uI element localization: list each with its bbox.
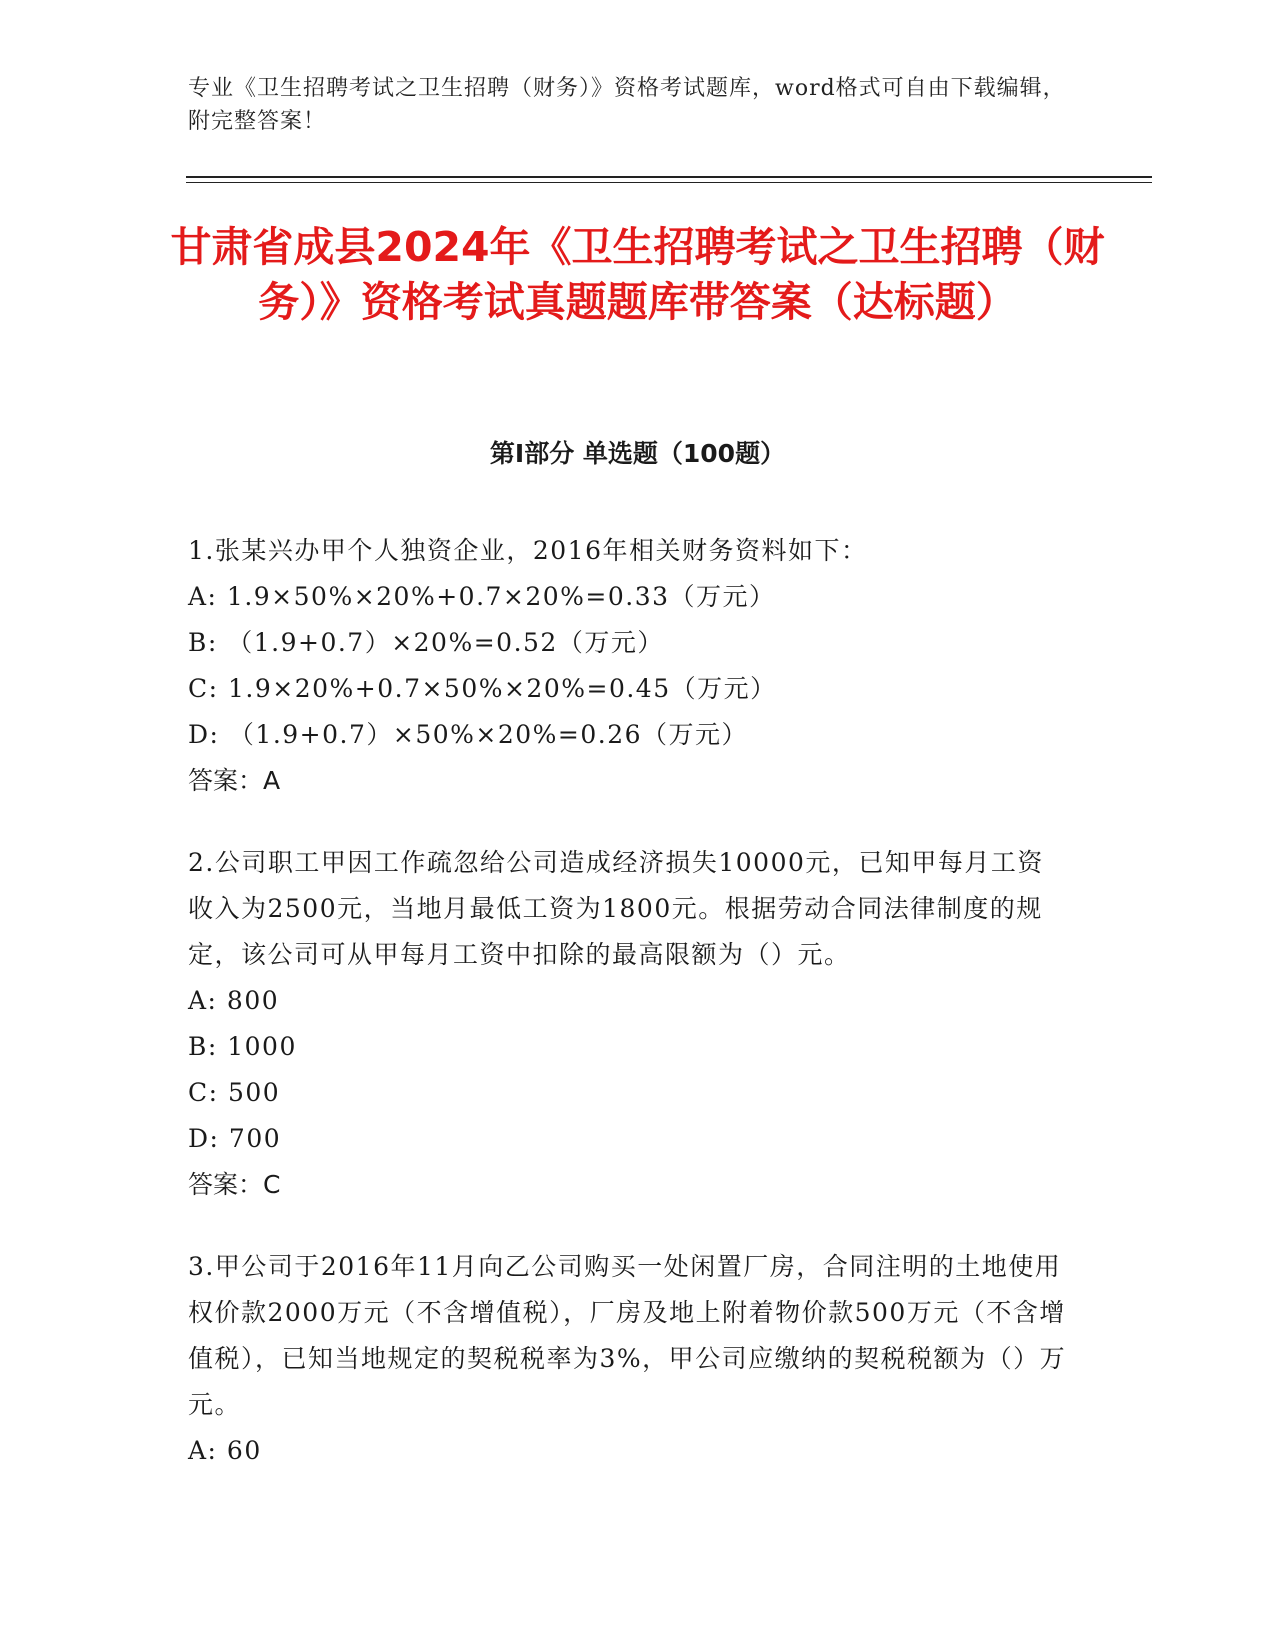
question-list: [188, 528, 1068, 1510]
answer: 答案：C: [188, 1170, 281, 1199]
question-3: [188, 1244, 1068, 1474]
question-text: 1.张某兴办甲个人独资企业，2016年相关财务资料如下：: [188, 536, 868, 565]
answer: 答案：A: [188, 766, 281, 795]
header-rule-thick: [186, 176, 1152, 178]
question-2: [188, 840, 1068, 1208]
option-a: A: 1.9×50%×20%+0.7×20%=0.33（万元）: [188, 582, 776, 611]
option-c: C: 500: [188, 1078, 281, 1107]
option-a: A: 800: [188, 986, 280, 1015]
header-rule-thin: [186, 182, 1152, 183]
option-d: D: （1.9+0.7）×50%×20%=0.26（万元）: [188, 720, 749, 749]
question-text: 3.甲公司于2016年11月向乙公司购买一处闲置厂房，合同注明的土地使用权价款2000万元（不含增值税），厂房及地上附着物价款500万元（不含增值税），已知当地规定的契税税率为3%，甲公司应缴纳的契税税额为（）万元。: [188, 1252, 1067, 1419]
section-heading: 第I部分 单选题（100题）: [489, 439, 786, 468]
document-title: 甘肃省成县2024年《卫生招聘考试之卫生招聘（财务）》资格考试真题题库带答案（达标题）: [170, 223, 1105, 326]
option-a: A: 60: [188, 1436, 262, 1465]
question-1: [188, 528, 1068, 804]
option-d: D: 700: [188, 1124, 282, 1153]
question-text: 2.公司职工甲因工作疏忽给公司造成经济损失10000元，已知甲每月工资收入为2500元，当地月最低工资为1800元。根据劳动合同法律制度的规定，该公司可从甲每月工资中扣除的最高限额为（）元。: [188, 848, 1044, 969]
option-b: B: （1.9+0.7）×20%=0.52（万元）: [188, 628, 664, 657]
option-c: C: 1.9×20%+0.7×50%×20%=0.45（万元）: [188, 674, 777, 703]
header-note: 专业《卫生招聘考试之卫生招聘（财务）》资格考试题库，word格式可自由下载编辑，附完整答案！: [188, 76, 1066, 134]
option-b: B: 1000: [188, 1032, 297, 1061]
